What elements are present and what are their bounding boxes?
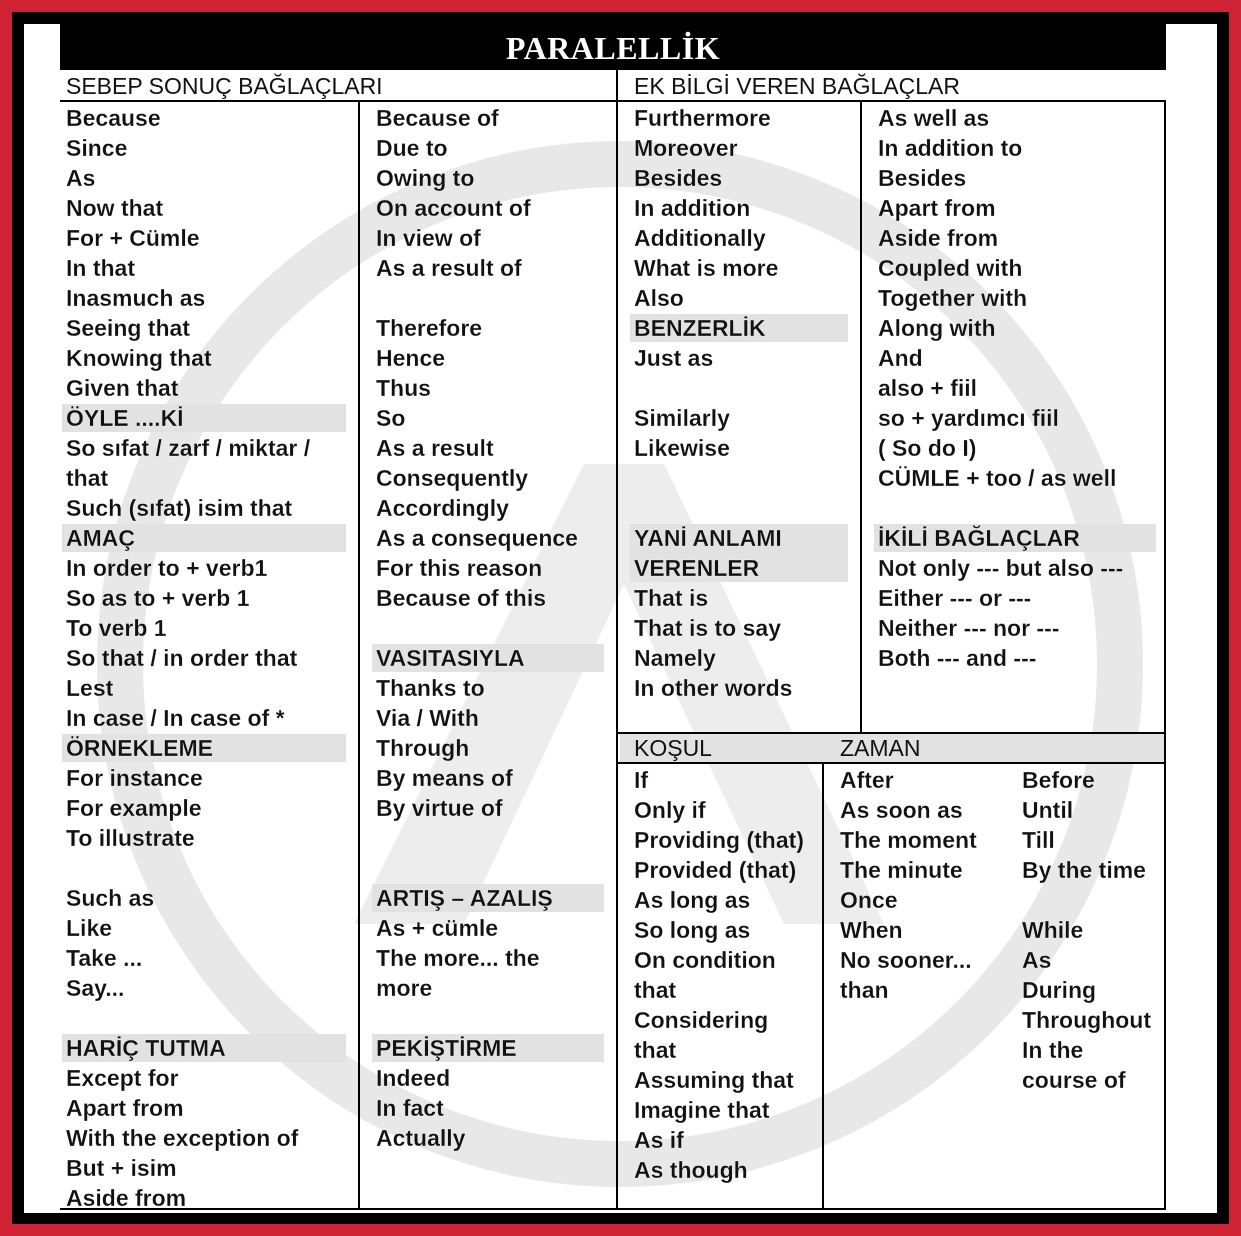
list-item: Neither --- nor --- [878,615,1060,641]
list-item: While [1022,917,1084,943]
list-item: Either --- or --- [878,585,1032,611]
blank-row [878,493,1123,523]
list-item: Such as [66,885,155,911]
list-item: so + yardımcı fiil [878,405,1059,431]
list-item: Aside from [66,1185,187,1211]
list-item: In other words [634,675,793,701]
list-item: Due to [376,135,448,161]
subsection-header: ÖYLE ....Kİ [66,405,184,431]
list-item: Seeing that [66,315,190,341]
list-item: By the time [1022,857,1146,883]
divider-kosul-zaman [822,732,824,1210]
list-item: Once [840,887,898,913]
list-item: If [634,767,649,793]
list-item: Apart from [66,1095,184,1121]
list-item: When [840,917,903,943]
list-item: Provided (that) [634,857,797,883]
blank-row [376,853,578,883]
subsection-header: ÖRNEKLEME [66,735,213,761]
list-item: For + Cümle [66,225,200,251]
list-item: Say... [66,975,125,1001]
list-item: Coupled with [878,255,1023,281]
list-item: Now that [66,195,164,221]
list-item: Via / With [376,705,479,731]
list-item: Because of [376,105,499,131]
header-sebep-sonuc: SEBEP SONUÇ BAĞLAÇLARI [66,73,383,99]
list-item: By means of [376,765,513,791]
divider-ek-cols [860,100,862,732]
list-item: Providing (that) [634,827,804,853]
list-item: CÜMLE + too / as well [878,465,1117,491]
list-item: Given that [66,375,179,401]
list-item: Therefore [376,315,483,341]
list-item: To verb 1 [66,615,167,641]
ek-bilgi-column-1 [634,103,792,703]
list-item: That is [634,585,709,611]
list-item: Assuming that [634,1067,794,1093]
list-item: That is to say [634,615,781,641]
blank-row [634,493,792,523]
list-item: The moment [840,827,977,853]
subsection-header: PEKİŞTİRME [376,1035,517,1061]
list-item: Together with [878,285,1028,311]
list-item: Along with [878,315,996,341]
blank-row [66,853,310,883]
subsection-header: YANİ ANLAMI [634,525,782,551]
blank-row [634,463,792,493]
list-item: In view of [376,225,481,251]
list-item: So sıfat / zarf / miktar / [66,435,311,461]
subsection-header: ARTIŞ – AZALIŞ [376,885,553,911]
list-item: So [376,405,406,431]
list-item: As a result [376,435,494,461]
list-item: As + cümle [376,915,499,941]
list-item: For instance [66,765,203,791]
list-item: Considering [634,1007,769,1033]
zaman-column-1 [840,765,977,1005]
page [24,24,1217,1213]
list-item: Thus [376,375,431,401]
list-item: In fact [376,1095,444,1121]
list-item: Inasmuch as [66,285,206,311]
list-item: As [1022,947,1052,973]
list-item: Imagine that [634,1097,770,1123]
list-item: So as to + verb 1 [66,585,250,611]
blank-row [376,1003,578,1033]
list-item: Besides [878,165,967,191]
list-item: For example [66,795,202,821]
list-item: So that / in order that [66,645,298,671]
list-item: In the [1022,1037,1084,1063]
blank-row [1022,885,1151,915]
list-item: than [840,977,889,1003]
subsection-header: VASITASIYLA [376,645,525,671]
blank-row [634,373,792,403]
list-item: Such (sıfat) isim that [66,495,293,521]
list-item: As well as [878,105,990,131]
list-item: With the exception of [66,1125,299,1151]
list-item: more [376,975,433,1001]
list-item: But + isim [66,1155,177,1181]
list-item: Accordingly [376,495,509,521]
header-zaman: ZAMAN [840,735,921,761]
subsection-header: HARİÇ TUTMA [66,1035,226,1061]
list-item: Consequently [376,465,529,491]
list-item: Before [1022,767,1095,793]
list-item: In addition to [878,135,1023,161]
list-item: During [1022,977,1097,1003]
list-item: Not only --- but also --- [878,555,1124,581]
list-item: course of [1022,1067,1126,1093]
list-item: Except for [66,1065,179,1091]
list-item: Through [376,735,470,761]
divider-main [616,70,618,1210]
header-ek-bilgi: EK BİLGİ VEREN BAĞLAÇLAR [634,73,960,99]
blank-row [376,613,578,643]
list-item: Throughout [1022,1007,1152,1033]
list-item: On account of [376,195,531,221]
zaman-column-2 [1022,765,1151,1095]
list-item: that [634,977,677,1003]
list-item: Indeed [376,1065,451,1091]
list-item: Owing to [376,165,475,191]
list-item: To illustrate [66,825,195,851]
list-item: Because [66,105,161,131]
list-item: Knowing that [66,345,212,371]
list-item: The minute [840,857,963,883]
list-item: As [66,165,96,191]
blank-row [376,283,578,313]
list-item: In addition [634,195,751,221]
list-item: also + fiil [878,375,978,401]
page-title: PARALELLİK [60,24,1166,70]
ek-bilgi-column-2 [878,103,1123,673]
list-item: Take ... [66,945,143,971]
list-item: Till [1022,827,1055,853]
list-item: In case / In case of * [66,705,285,731]
right-border [1164,100,1166,1210]
subsection-header: İKİLİ BAĞLAÇLAR [878,525,1080,551]
list-item: Both --- and --- [878,645,1037,671]
list-item: For this reason [376,555,543,581]
list-item: Until [1022,797,1074,823]
list-item: As long as [634,887,751,913]
list-item: As a result of [376,255,522,281]
blank-row [376,823,578,853]
subsection-header: AMAÇ [66,525,135,551]
list-item: And [878,345,923,371]
list-item: Lest [66,675,114,701]
list-item: Since [66,135,128,161]
list-item: Also [634,285,684,311]
list-item: Likewise [634,435,730,461]
list-item: Similarly [634,405,730,431]
kosul-column [634,765,804,1185]
list-item: Furthermore [634,105,771,131]
list-item: Hence [376,345,446,371]
list-item: As though [634,1157,748,1183]
list-item: In order to + verb1 [66,555,268,581]
list-item: After [840,767,894,793]
sebep-sonuc-column-2 [376,103,578,1153]
list-item: So long as [634,917,751,943]
list-item: Thanks to [376,675,485,701]
list-item: Only if [634,797,706,823]
list-item: Apart from [878,195,996,221]
sebep-sonuc-column-1 [66,103,310,1213]
list-item: that [66,465,109,491]
list-item: Besides [634,165,723,191]
list-item: that [634,1037,677,1063]
divider-sebep-cols [358,100,360,1210]
subsection-header: BENZERLİK [634,315,766,341]
list-item: By virtue of [376,795,503,821]
list-item: In that [66,255,135,281]
header-kosul: KOŞUL [634,735,712,761]
list-item: Actually [376,1125,466,1151]
blank-row [66,1003,310,1033]
list-item: Just as [634,345,714,371]
list-item: On condition [634,947,776,973]
list-item: As soon as [840,797,963,823]
list-item: What is more [634,255,779,281]
list-item: As a consequence [376,525,578,551]
list-item: Additionally [634,225,766,251]
subsection-header: VERENLER [634,555,760,581]
list-item: Because of this [376,585,546,611]
list-item: As if [634,1127,684,1153]
list-item: Namely [634,645,716,671]
list-item: No sooner... [840,947,972,973]
list-item: Aside from [878,225,999,251]
list-item: The more... the [376,945,540,971]
list-item: Moreover [634,135,738,161]
list-item: ( So do I) [878,435,977,461]
list-item: Like [66,915,113,941]
